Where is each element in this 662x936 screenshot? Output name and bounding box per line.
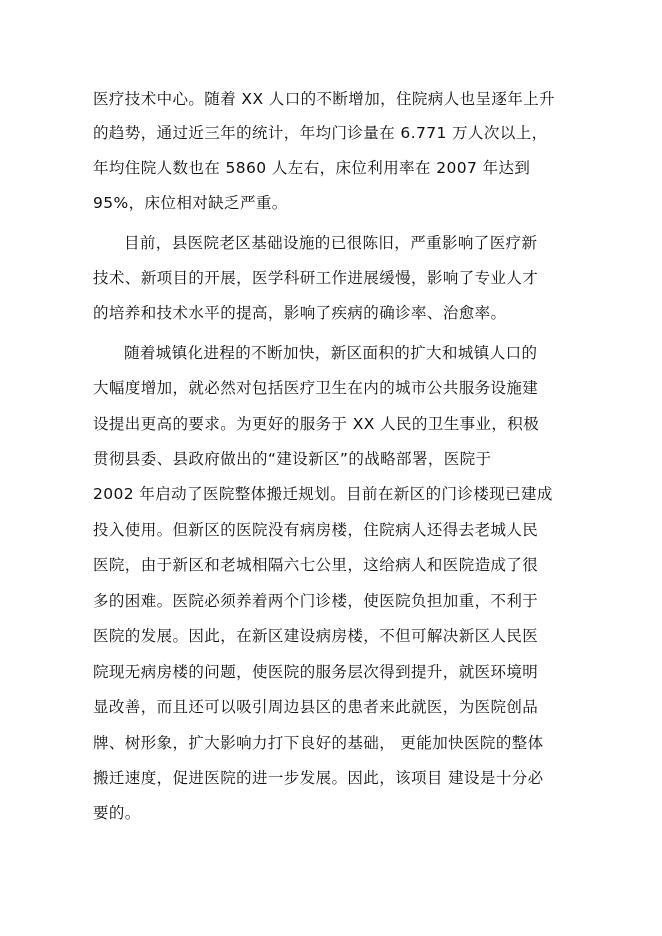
text-line: 贯彻县委、县政府做出的“建设新区”的战略部署，医院于 — [93, 450, 492, 468]
text-line: 年均住院人数也在 5860 人左右，床位利用率在 2007 年达到 — [93, 159, 531, 177]
text-line: 大幅度增加，就必然对包括医疗卫生在内的城市公共服务设施建 — [93, 379, 539, 397]
text-line: 投入使用。但新区的医院没有病房楼，住院病人还得去老城人民 — [93, 521, 539, 539]
text-line: 技术、新项目的开展，医学科研工作进展缓慢，影响了专业人才 — [93, 269, 539, 287]
text-line: 设提出更高的要求。为更好的服务于 XX 人民的卫生事业，积极 — [93, 415, 540, 433]
text-line: 的趋势，通过近三年的统计，年均门诊量在 6.771 万人次以上， — [93, 124, 548, 142]
text-line: 95%，床位相对缺乏严重。 — [93, 194, 288, 212]
text-line: 牌、树形象，扩大影响力打下良好的基础， 更能加快医院的整体 — [93, 734, 544, 752]
text-line: 的培养和技术水平的提高，影响了疾病的确诊率、治愈率。 — [93, 304, 507, 322]
text-line: 医院的发展。因此，在新区建设病房楼，不但可解决新区人民医 — [93, 627, 539, 645]
text-line: 多的困难。医院必须养着两个门诊楼，使医院负担加重，不利于 — [93, 592, 539, 610]
text-line: 院现无病房楼的问题，使医院的服务层次得到提升，就医环境明 — [93, 663, 539, 681]
text-line: 医院，由于新区和老城相隔六七公里，这给病人和医院造成了很 — [93, 556, 539, 574]
paragraph-first-line: 目前，县医院老区基础设施的已很陈旧，严重影响了医疗新 — [124, 234, 538, 252]
text-line: 要的。 — [93, 804, 141, 822]
text-line: 医疗技术中心。随着 XX 人口的不断增加，住院病人也呈逐年上升 — [93, 90, 555, 108]
text-line: 搬迁速度，促进医院的进一步发展。因此，该项目 建设是十分必 — [93, 769, 544, 787]
paragraph-first-line: 随着城镇化进程的不断加快，新区面积的扩大和城镇人口的 — [124, 344, 538, 362]
text-line: 2002 年启动了医院整体搬迁规划。目前在新区的门诊楼现已建成 — [93, 485, 553, 503]
text-line: 显改善，而且还可以吸引周边县区的患者来此就医，为医院创品 — [93, 698, 539, 716]
